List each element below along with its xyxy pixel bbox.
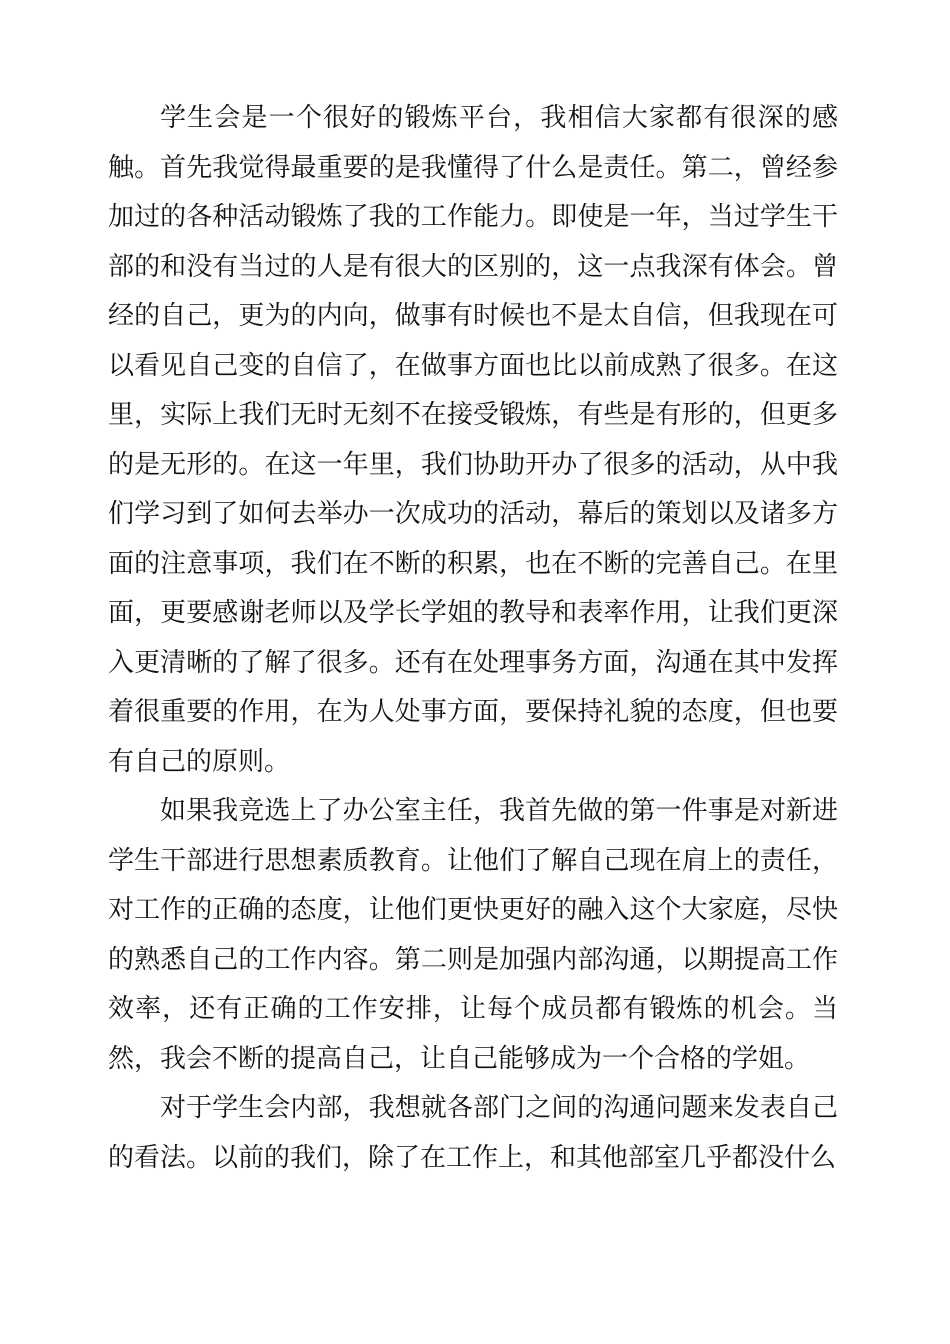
paragraph-3: 对于学生会内部，我想就各部门之间的沟通问题来发表自己的看法。以前的我们，除了在工作上，和其他部室几乎都没什么 [108,1093,838,1173]
document-body [108,94,838,1183]
paragraph-2: 如果我竞选上了办公室主任，我首先做的第一件事是对新进学生干部进行思想素质教育。让他们了解自己现在肩上的责任，对工作的正确的态度，让他们更快更好的融入这个大家庭，尽快的熟悉自己的工作内容。第二则是加强内部沟通，以期提高工作效率，还有正确的工作安排，让每个成员都有锻炼的机会。当然，我会不断的提高自己，让自己能够成为一个合格的学姐。 [108,796,838,1074]
paragraph-1: 学生会是一个很好的锻炼平台，我相信大家都有很深的感触。首先我觉得最重要的是我懂得了什么是责任。第二，曾经参加过的各种活动锻炼了我的工作能力。即使是一年，当过学生干部的和没有当过的人是有很大的区别的，这一点我深有体会。曾经的自己，更为的内向，做事有时候也不是太自信，但我现在可以看见自己变的自信了，在做事方面也比以前成熟了很多。在这里，实际上我们无时无刻不在接受锻炼，有些是有形的，但更多的是无形的。在这一年里，我们协助开办了很多的活动，从中我们学习到了如何去举办一次成功的活动，幕后的策划以及诸多方面的注意事项，我们在不断的积累，也在不断的完善自己。在里面，更要感谢老师以及学长学姐的教导和表率作用，让我们更深入更清晰的了解了很多。还有在处理事务方面，沟通在其中发挥着很重要的作用，在为人处事方面，要保持礼貌的态度，但也要有自己的原则。 [108,103,838,777]
